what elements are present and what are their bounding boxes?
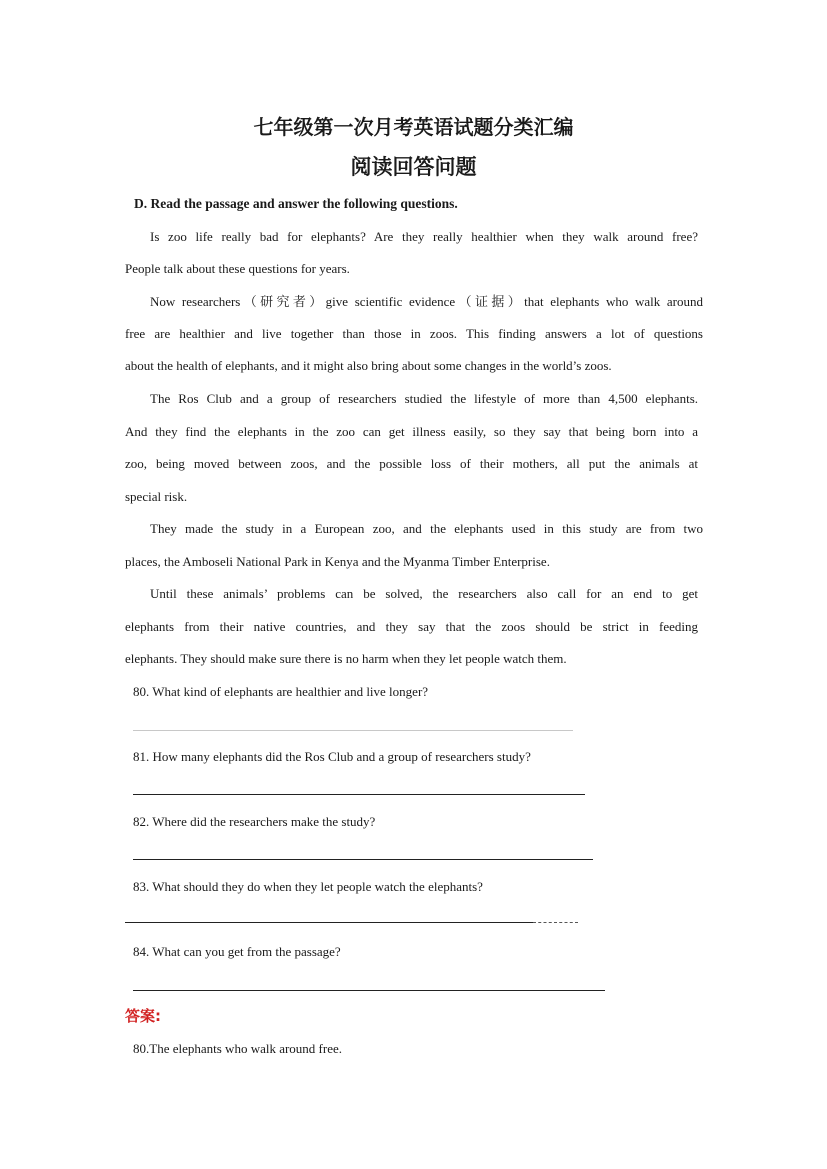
question-80: 80. What kind of elephants are healthier and live longer?: [133, 684, 429, 699]
passage-line: Is zoo life really bad for elephants? Are they really healthier when they walk around free?: [150, 229, 698, 244]
answer-line-82: [133, 859, 593, 860]
question-83: 83. What should they do when they let people watch the elephants?: [133, 879, 483, 894]
passage-line: free are healthier and live together than those in zoos. This finding answers a lot of questions: [125, 326, 703, 341]
question-81: 81. How many elephants did the Ros Club and a group of researchers study?: [133, 749, 531, 764]
passage-line: zoo, being moved between zoos, and the possible loss of their mothers, all put the animals at: [125, 456, 698, 471]
passage-line: Now researchers（研究者）give scientific evidence（证据）that elephants who walk around: [150, 294, 703, 309]
passage-line: And they find the elephants in the zoo can get illness easily, so they say that being born into a: [125, 424, 698, 439]
page-title: 七年级第一次月考英语试题分类汇编: [253, 115, 574, 139]
page-subtitle: 阅读回答问题: [350, 154, 477, 179]
answer-line-80: [133, 730, 573, 731]
answer-80: 80.The elephants who walk around free.: [133, 1041, 343, 1056]
passage-line: Until these animals’ problems can be solved, the researchers also call for an end to get: [150, 586, 698, 601]
answer-heading: 答案:: [125, 1007, 161, 1025]
passage-line: The Ros Club and a group of researchers studied the lifestyle of more than 4,500 elephants.: [150, 391, 698, 406]
answer-line-84: [133, 990, 605, 991]
question-84: 84. What can you get from the passage?: [133, 944, 341, 959]
section-heading: D. Read the passage and answer the following questions.: [134, 196, 458, 211]
passage-line: People talk about these questions for years.: [125, 261, 350, 276]
answer-line-83: [125, 922, 533, 923]
answer-line-81: [133, 794, 585, 795]
passage-line: They made the study in a European zoo, and the elephants used in this study are from two: [150, 521, 703, 536]
passage-line: places, the Amboseli National Park in Kenya and the Myanma Timber Enterprise.: [125, 554, 550, 569]
passage-line: elephants. They should make sure there is no harm when they let people watch them.: [125, 651, 567, 666]
passage-line: about the health of elephants, and it might also bring about some changes in the world’s zoos.: [125, 358, 612, 373]
question-82: 82. Where did the researchers make the study?: [133, 814, 376, 829]
passage-line: elephants from their native countries, and they say that the zoos should be strict in feeding: [125, 619, 698, 634]
passage-line: special risk.: [125, 489, 188, 504]
answer-line-83-dashed: [533, 922, 578, 923]
